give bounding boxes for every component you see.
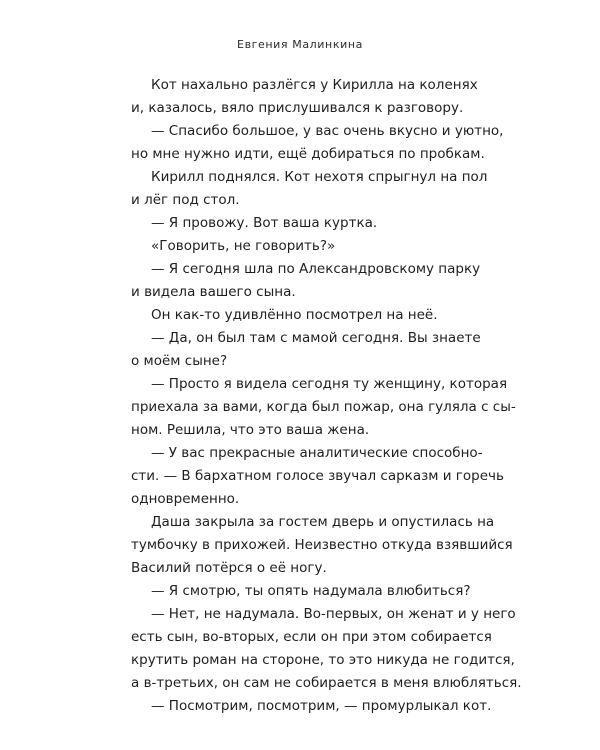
text-line: — Спасибо большое, у вас очень вкусно и уютно, — [151, 123, 504, 139]
text-line: — Да, он был там с мамой сегодня. Вы знаете — [151, 330, 481, 346]
text-line: Василий потёрся о её ногу. — [131, 560, 327, 576]
text-line: тумбочку в прихожей. Неизвестно откуда взявшийся — [131, 537, 513, 553]
text-line: — Нет, не надумала. Во-первых, он женат и у него — [151, 606, 516, 622]
text-line: — Я провожу. Вот ваша куртка. — [151, 215, 378, 231]
text-line: — Я смотрю, ты опять надумала влюбиться? — [151, 583, 471, 599]
text-line: «Говорить, не говорить?» — [151, 238, 336, 254]
text-line: крутить роман на стороне, то это никуда не годится, — [131, 652, 515, 668]
text-line: Он как-то удивлённо посмотрел на неё. — [151, 307, 438, 323]
body-text — [131, 74, 522, 718]
text-line: сти. — В бархатном голосе звучал сарказм и горечь — [131, 468, 504, 484]
text-line: а в-третьих, он сам не собирается в меня влюбляться. — [131, 675, 522, 691]
text-line: — Посмотрим, посмотрим, — промурлыкал кот. — [151, 698, 492, 714]
text-line: Кот нахально разлёгся у Кирилла на коленях — [151, 77, 478, 93]
text-line: — У вас прекрасные аналитические способно- — [151, 445, 483, 461]
text-line: и, казалось, вяло прислушивался к разговору. — [131, 100, 464, 116]
text-line: приехала за вами, когда был пожар, она гуляла с сы- — [131, 399, 516, 415]
text-line: и лёг под стол. — [131, 192, 240, 208]
text-line: ном. Решила, что это ваша жена. — [131, 422, 370, 438]
text-line: есть сын, во-вторых, если он при этом собирается — [131, 629, 492, 645]
text-line: и видела вашего сына. — [131, 284, 296, 300]
text-line: о моём сыне? — [131, 353, 228, 369]
text-line: — Я сегодня шла по Александровскому парку — [151, 261, 481, 277]
text-line: Кирилл поднялся. Кот нехотя спрыгнул на пол — [151, 169, 488, 185]
text-line: Даша закрыла за гостем дверь и опустилась на — [151, 514, 495, 530]
text-line: одновременно. — [131, 491, 240, 507]
running-header-author: Евгения Малинкина — [237, 38, 363, 51]
text-line: но мне нужно идти, ещё добираться по пробкам. — [131, 146, 485, 162]
text-line: — Просто я видела сегодня ту женщину, которая — [151, 376, 508, 392]
